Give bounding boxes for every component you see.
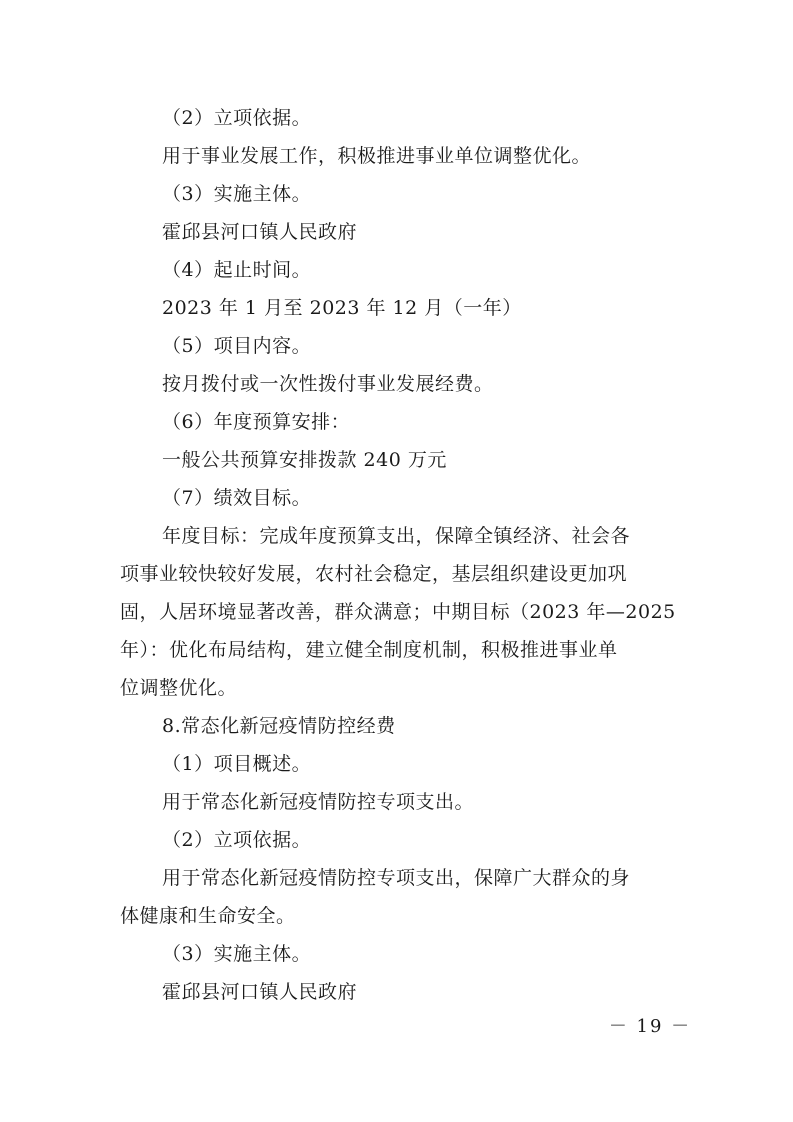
text-line: （7）绩效目标。 — [162, 487, 312, 509]
text-line: （3）实施主体。 — [162, 943, 312, 965]
text-line: 年）：优化布局结构，建立健全制度机制，积极推进事业单 — [120, 639, 618, 661]
text-line: 固，人居环境显著改善，群众满意；中期目标（2023 年—2025 — [120, 601, 676, 623]
text-line: 2023 年 1 月至 2023 年 12 月（一年） — [162, 297, 522, 319]
text-line: 按月拨付或一次性拨付事业发展经费。 — [162, 373, 494, 395]
text-line: （2）立项依据。 — [162, 107, 312, 129]
text-line: （6）年度预算安排： — [162, 411, 351, 433]
text-line: 年度目标：完成年度预算支出，保障全镇经济、社会各 — [162, 525, 631, 547]
text-line: （4）起止时间。 — [162, 259, 312, 281]
text-line: （5）项目内容。 — [162, 335, 312, 357]
text-line: 用于事业发展工作，积极推进事业单位调整优化。 — [162, 145, 592, 167]
text-line: （2）立项依据。 — [162, 829, 312, 851]
text-line: 体健康和生命安全。 — [120, 905, 296, 927]
text-line: 一般公共预算安排拨款 240 万元 — [162, 449, 447, 471]
text-line: 霍邱县河口镇人民政府 — [162, 981, 358, 1003]
text-line: 位调整优化。 — [120, 677, 238, 699]
page-number: － 19 － — [608, 1016, 692, 1037]
text-line: 用于常态化新冠疫情防控专项支出。 — [162, 791, 475, 813]
text-line: （3）实施主体。 — [162, 183, 312, 205]
section-heading: 8.常态化新冠疫情防控经费 — [162, 715, 396, 737]
text-line: （1）项目概述。 — [162, 753, 312, 775]
text-line: 项事业较快较好发展，农村社会稳定，基层组织建设更加巩 — [120, 563, 628, 585]
text-line: 用于常态化新冠疫情防控专项支出，保障广大群众的身 — [162, 867, 631, 889]
text-line: 霍邱县河口镇人民政府 — [162, 221, 358, 243]
